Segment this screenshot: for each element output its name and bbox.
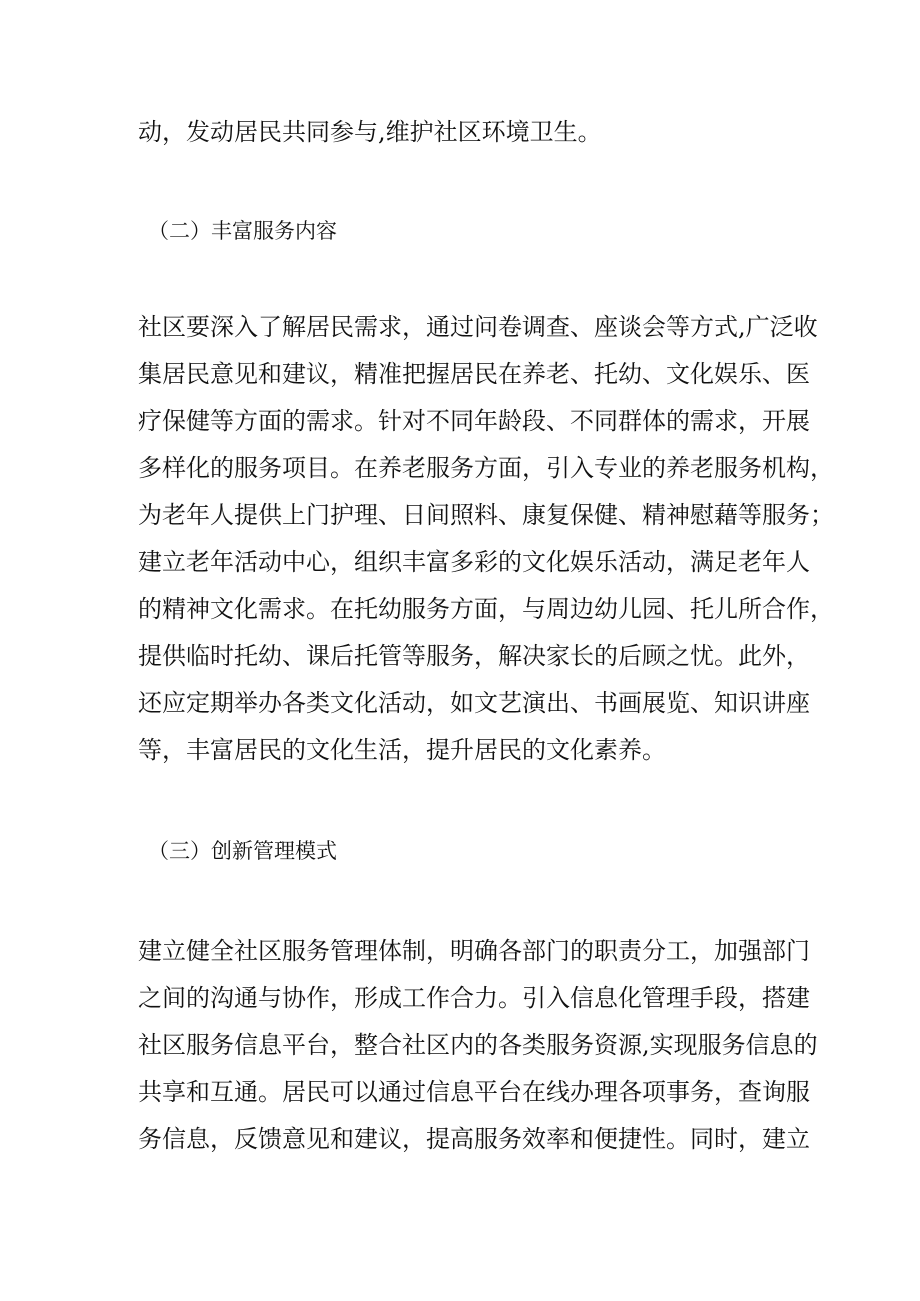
section-2-line-3: 疗保健等方面的需求。针对不同年龄段、不同群体的需求，开展 [138,407,810,435]
section-2-line-7: 的精神文化需求。在托幼服务方面，与周边幼儿园、托儿所合作， [138,595,834,623]
section-2-line-6: 建立老年活动中心，组织丰富多彩的文化娱乐活动，满足老年人 [138,548,810,576]
section-3-line-3: 社区服务信息平台，整合社区内的各类服务资源,实现服务信息的 [138,1031,818,1059]
section-2-line-9: 还应定期举办各类文化活动，如文艺演出、书画展览、知识讲座 [138,689,810,717]
section-3-line-2: 之间的沟通与协作，形成工作合力。引入信息化管理手段，搭建 [138,984,810,1012]
section-3-line-1: 建立健全社区服务管理体制，明确各部门的职责分工，加强部门 [138,937,810,965]
section-2-line-10: 等，丰富居民的文化生活，提升居民的文化素养。 [138,736,666,764]
section-2-line-1: 社区要深入了解居民需求，通过问卷调查、座谈会等方式,广泛收 [138,313,818,341]
section-2-line-8: 提供临时托幼、课后托管等服务，解决家长的后顾之忧。此外， [138,642,810,670]
section-2-line-5: 为老年人提供上门护理、日间照料、康复保健、精神慰藉等服务； [138,501,834,529]
intro-paragraph-line: 动，发动居民共同参与,维护社区环境卫生。 [138,118,602,146]
section-2-line-4: 多样化的服务项目。在养老服务方面，引入专业的养老服务机构， [138,454,834,482]
section-2-line-2: 集居民意见和建议，精准把握居民在养老、托幼、文化娱乐、医 [138,360,810,388]
section-3-heading: （三）创新管理模式 [148,839,337,863]
section-3-line-5: 务信息，反馈意见和建议，提高服务效率和便捷性。同时，建立 [138,1125,810,1153]
section-3-line-4: 共享和互通。居民可以通过信息平台在线办理各项事务，查询服 [138,1078,810,1106]
section-2-heading: （二）丰富服务内容 [148,219,337,243]
